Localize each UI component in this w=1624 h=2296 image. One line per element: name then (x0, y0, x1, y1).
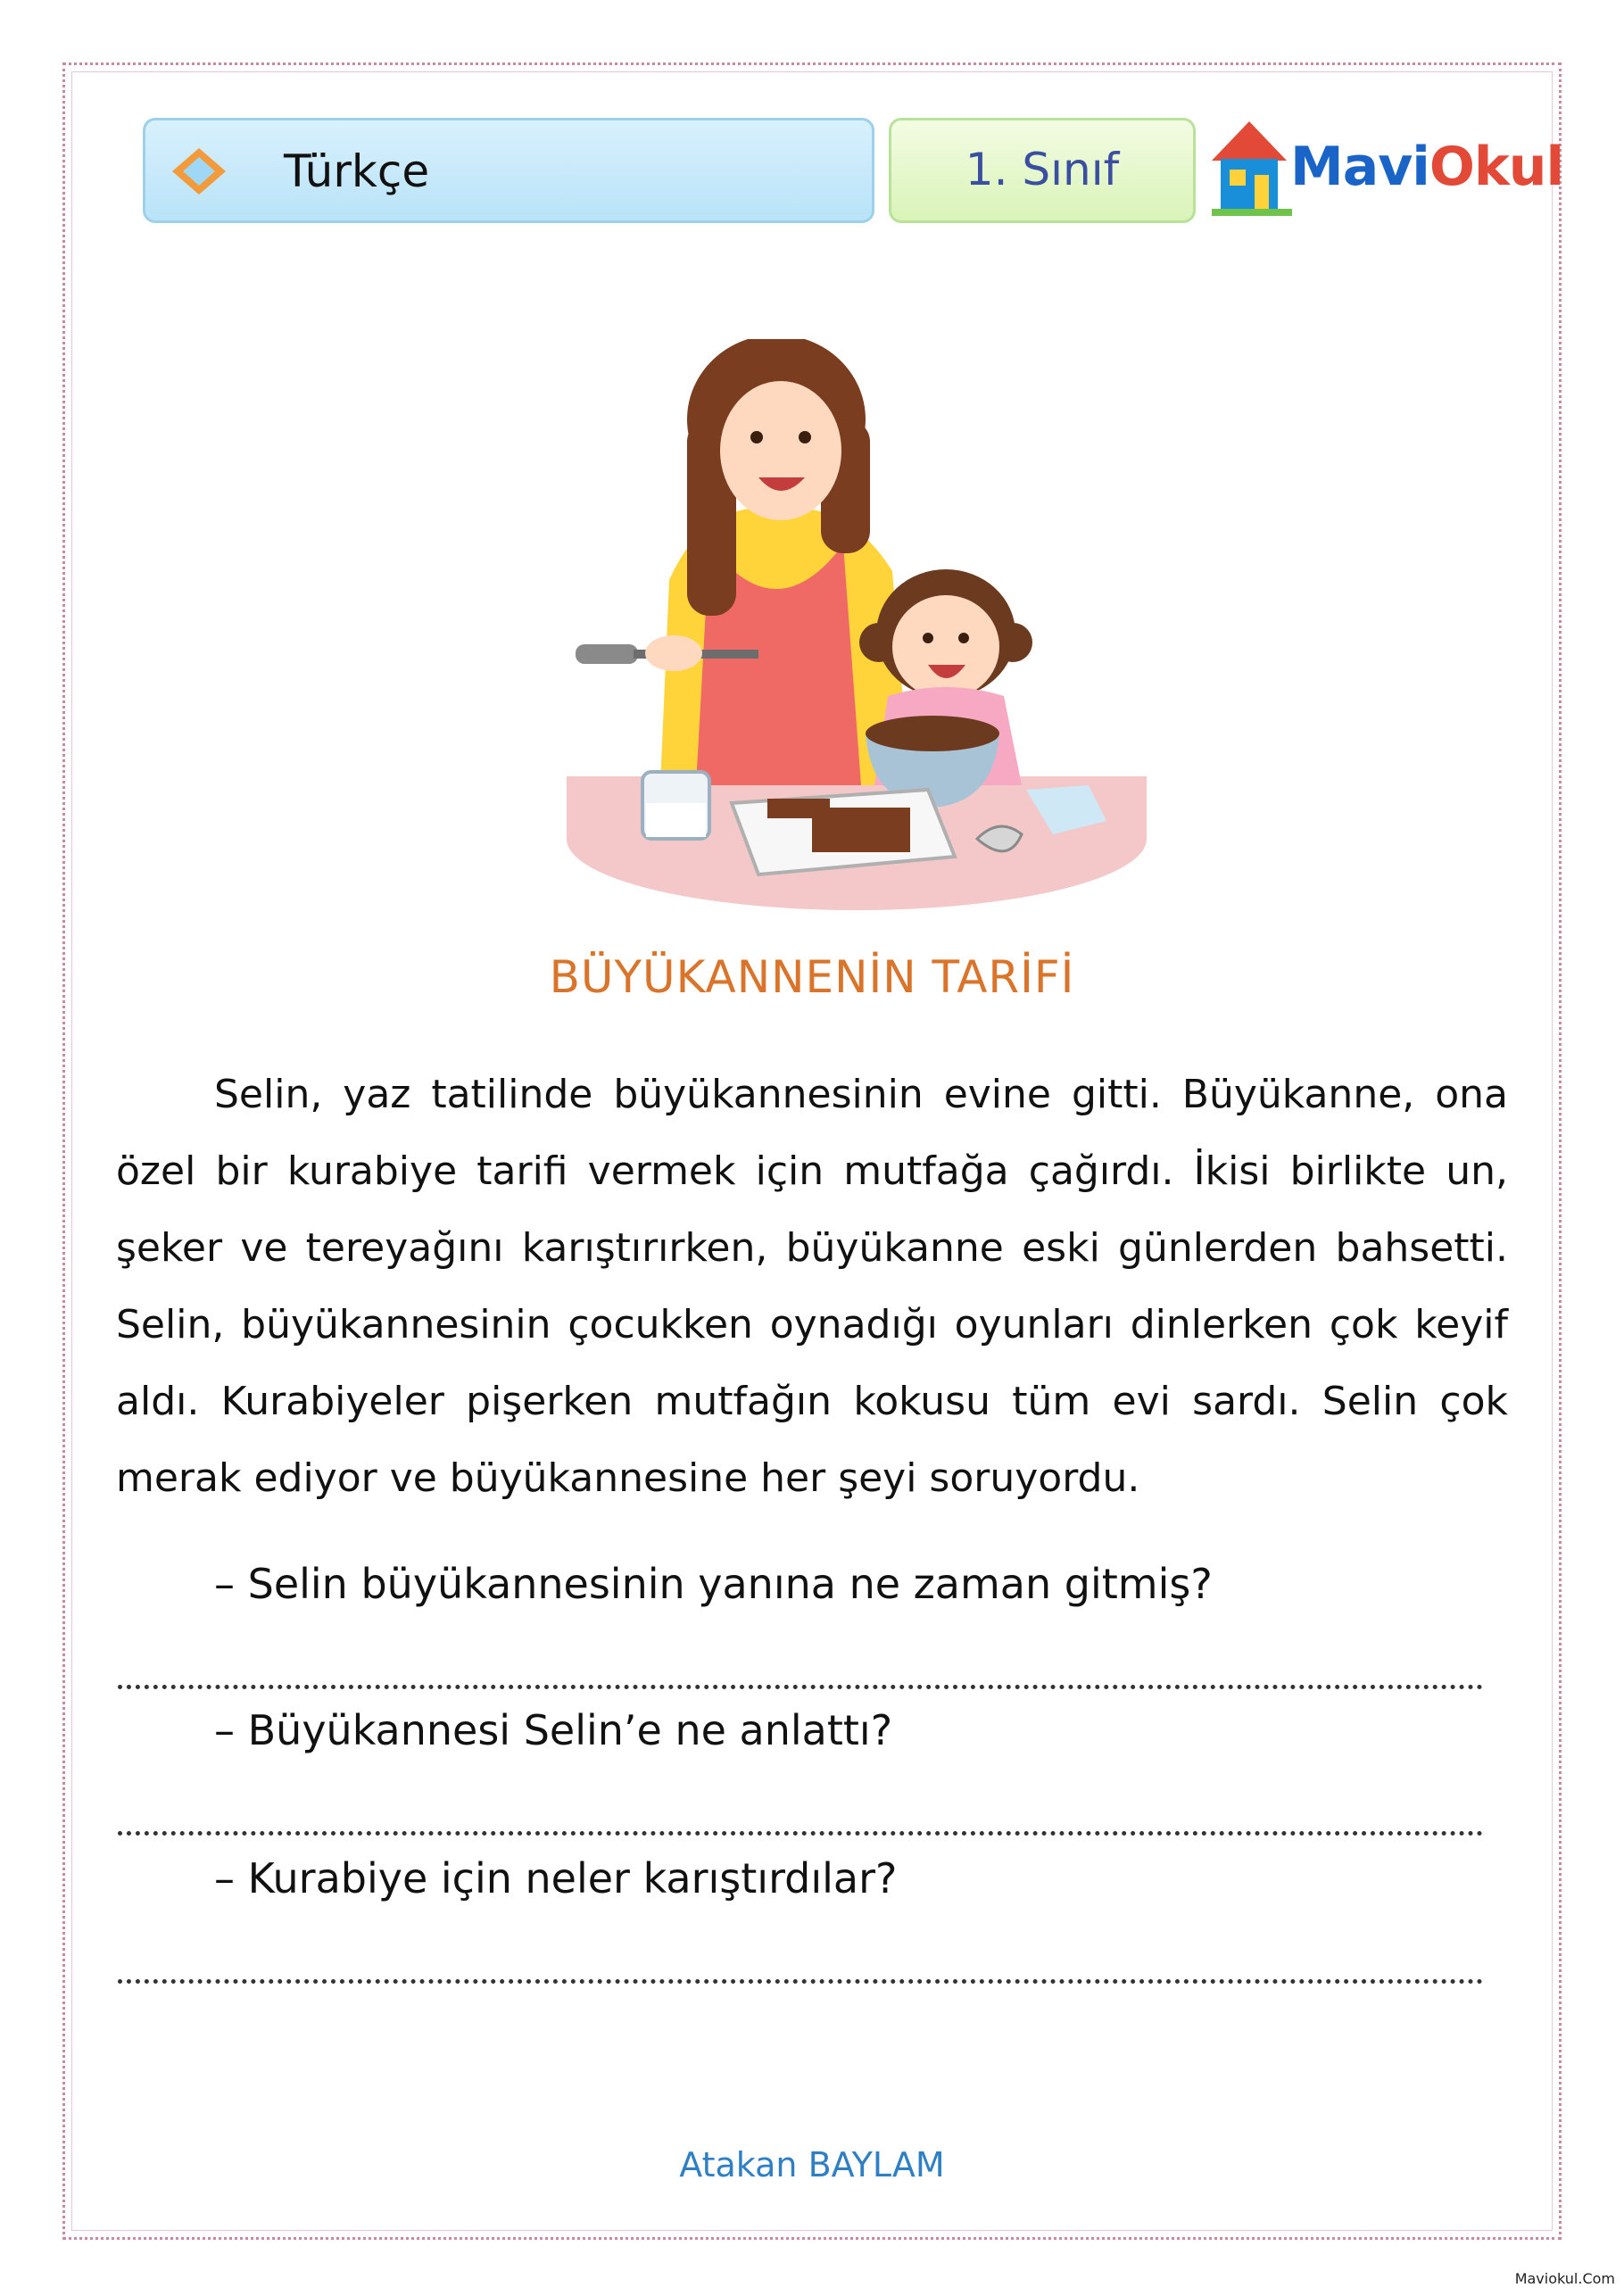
grade-banner (889, 118, 1196, 223)
subject-banner (143, 118, 874, 223)
author-name: Atakan BAYLAM (679, 2145, 945, 2184)
question-1: – Selin büyükannesinin yanına ne zaman gitmiş? (214, 1560, 1213, 1608)
baking-illustration (553, 339, 1160, 919)
house-icon (1205, 116, 1294, 223)
answer-line-1[interactable] (118, 1685, 1483, 1689)
diamond-icon (170, 143, 228, 200)
question-3: – Kurabiye için neler karıştırdılar? (214, 1854, 898, 1902)
answer-line-3[interactable] (118, 1979, 1483, 1984)
story-paragraph: Selin, yaz tatilinde büyükannesinin evine gitti. Büyükanne, ona özel bir kurabiye tarifi vermek için mutfağa çağırdı. İkisi birlikte un, şeker ve tereyağını karıştırırken, büyükanne eski günlerden bahsetti. Selin, büyükannesinin çocukken oynadığı oyunları dinlerken çok keyif aldı. Kurabiyeler pişerken mutfağın kokusu tüm evi sardı. Selin çok merak ediyor ve büyükannesine her şeyi soruyordu. (116, 1072, 1508, 1501)
grade-label: 1. Sınıf (965, 144, 1120, 195)
site-url: Maviokul.Com (1514, 2270, 1615, 2287)
logo-text: MaviOkul (1290, 136, 1564, 198)
logo (1205, 116, 1564, 223)
answer-line-2[interactable] (118, 1831, 1483, 1836)
question-2: – Büyükannesi Selin’e ne anlattı? (214, 1706, 893, 1754)
story-title: BÜYÜKANNENİN TARİFİ (549, 951, 1075, 1003)
subject-label: Türkçe (284, 145, 430, 197)
